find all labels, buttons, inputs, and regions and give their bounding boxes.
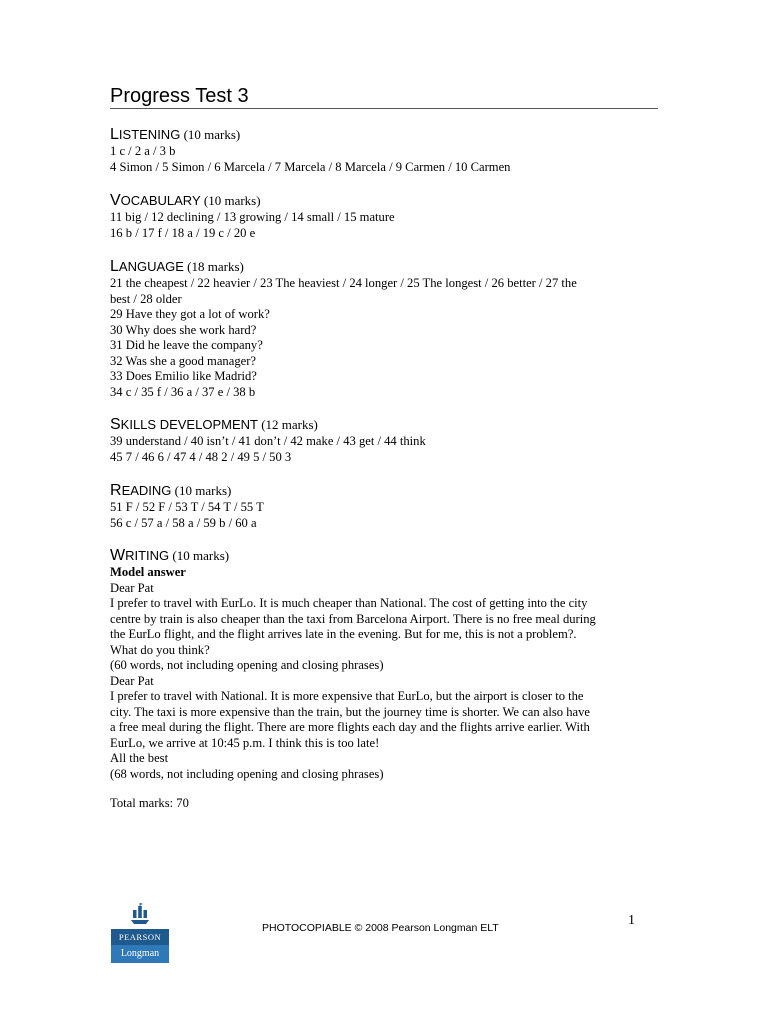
letter-line: (68 words, not including opening and closing phrases) (110, 766, 384, 781)
section-reading (110, 482, 670, 531)
logo-pearson-text: PEARSON (111, 929, 169, 945)
section-heading (110, 482, 670, 500)
heading-marks: (10 marks) (169, 548, 230, 563)
letter-line: I prefer to travel with National. It is more expensive that EurLo, but the airport is closer to the (110, 689, 584, 703)
heading-marks: (10 marks) (200, 193, 261, 208)
section-heading (110, 192, 670, 210)
heading-initial: L (110, 258, 119, 275)
section-heading (110, 126, 670, 144)
letter-line: EurLo, we arrive at 10:45 p.m. I think this is too late! (110, 735, 380, 750)
section-heading (110, 258, 670, 276)
page-title: Progress Test 3 (110, 85, 249, 107)
ship-icon (128, 902, 152, 926)
copyright-footer: PHOTOCOPIABLE © 2008 Pearson Longman ELT (262, 922, 499, 934)
heading-initial: R (110, 482, 122, 499)
heading-text: OCABULARY (120, 193, 201, 208)
answer-line: 16 b / 17 f / 18 a / 19 c / 20 e (110, 225, 256, 240)
answer-line: 39 understand / 40 isn’t / 41 don’t / 42 make / 43 get / 44 think (110, 434, 426, 448)
answer-line: 11 big / 12 declining / 13 growing / 14 small / 15 mature (110, 210, 395, 224)
answer-line: 31 Did he leave the company? (110, 338, 263, 352)
answer-line: best / 28 older (110, 291, 182, 306)
page-number: 1 (628, 913, 635, 928)
answer-line: 51 F / 52 F / 53 T / 54 T / 55 T (110, 500, 264, 514)
heading-text: RITING (125, 548, 170, 563)
section-heading (110, 416, 670, 434)
answer-line: 32 Was she a good manager? (110, 353, 256, 368)
letter-line: a free meal during the flight. There are more flights each day and the flights arrive earlier. With (110, 720, 590, 734)
heading-text: EADING (121, 483, 172, 498)
letter-line: What do you think? (110, 642, 210, 657)
letter-line: Dear Pat (110, 580, 154, 595)
answer-line: 21 the cheapest / 22 heavier / 23 The heaviest / 24 longer / 25 The longest / 26 better / 27 the (110, 276, 577, 290)
section-skills-development (110, 416, 670, 465)
answer-line: 45 7 / 46 6 / 47 4 / 48 2 / 49 5 / 50 3 (110, 449, 292, 464)
answer-line: 34 c / 35 f / 36 a / 37 e / 38 b (110, 384, 256, 399)
heading-text: ANGUAGE (118, 259, 184, 274)
letter-line: I prefer to travel with EurLo. It is much cheaper than National. The cost of getting into the city (110, 596, 588, 610)
heading-initial: S (110, 416, 121, 433)
answer-line: 4 Simon / 5 Simon / 6 Marcela / 7 Marcela / 8 Marcela / 9 Carmen / 10 Carmen (110, 159, 511, 174)
answer-line: 30 Why does she work hard? (110, 322, 257, 337)
pearson-longman-logo (111, 902, 169, 963)
heading-marks: (10 marks) (180, 127, 241, 142)
heading-text: ISTENING (118, 127, 181, 142)
total-marks: Total marks: 70 (110, 796, 189, 810)
heading-initial: L (110, 126, 119, 143)
title-rule (110, 108, 658, 109)
heading-initial: V (110, 192, 121, 209)
letter-line: (60 words, not including opening and closing phrases) (110, 658, 384, 672)
letter-line: All the best (110, 751, 169, 765)
answer-line: 29 Have they got a lot of work? (110, 307, 270, 321)
answer-line: 56 c / 57 a / 58 a / 59 b / 60 a (110, 515, 257, 530)
letter-line: centre by train is also cheaper than the taxi from Barcelona Airport. There is no free meal during (110, 611, 596, 626)
heading-initial: W (110, 547, 126, 564)
letter-line: the EurLo flight, and the flight arrives late in the evening. But for me, this is not a problem?. (110, 627, 577, 641)
section-heading (110, 547, 670, 565)
model-answer-label: Model answer (110, 565, 186, 579)
heading-text: KILLS DEVELOPMENT (120, 417, 258, 432)
heading-marks: (10 marks) (171, 483, 232, 498)
logo-longman-text: Longman (111, 945, 169, 963)
heading-marks: (18 marks) (183, 259, 244, 274)
letter-line: Dear Pat (110, 673, 154, 688)
section-listening (110, 126, 670, 175)
answer-line: 1 c / 2 a / 3 b (110, 144, 176, 158)
answer-line: 33 Does Emilio like Madrid? (110, 369, 257, 383)
section-language (110, 258, 670, 400)
heading-marks: (12 marks) (257, 417, 318, 432)
section-vocabulary (110, 192, 670, 241)
section-writing (110, 547, 670, 782)
letter-line: city. The taxi is more expensive than the train, but the journey time is shorter. We can also have (110, 704, 590, 719)
